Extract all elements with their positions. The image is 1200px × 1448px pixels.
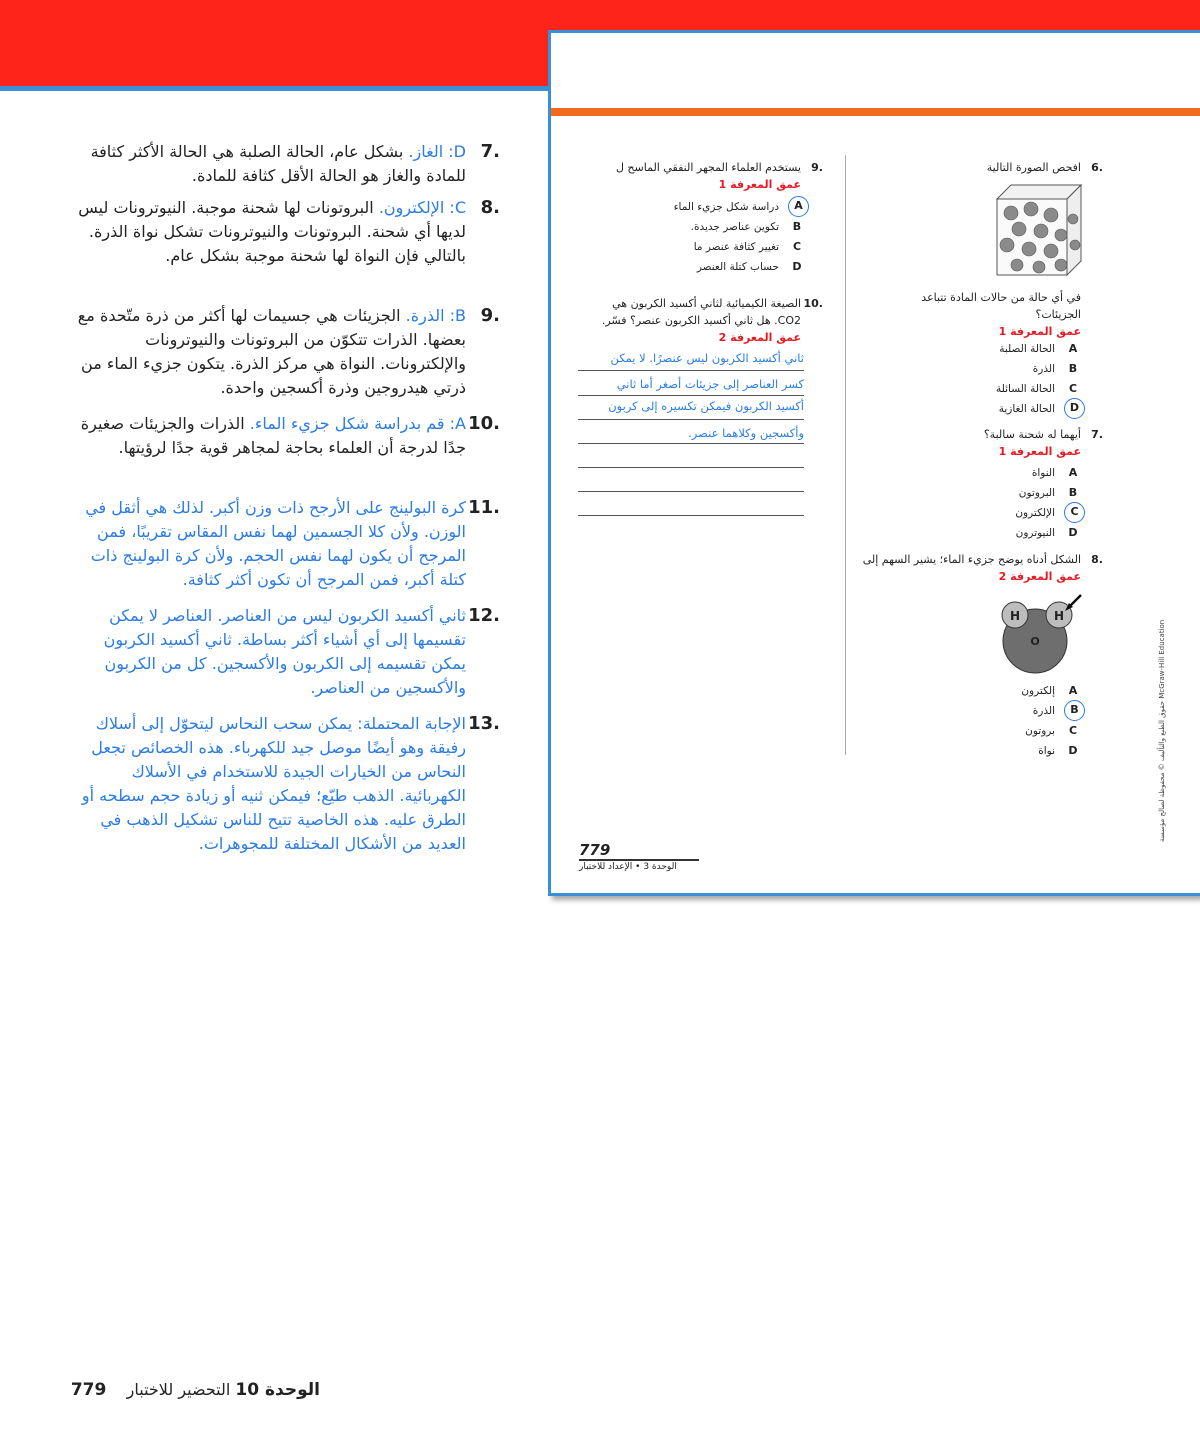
hydrogen-label: H: [1009, 609, 1021, 623]
option-text: بروتون: [1025, 725, 1055, 737]
header-red-band: [0, 0, 560, 86]
hydrogen-label: H: [1053, 609, 1065, 623]
page-number-rule: [579, 859, 699, 861]
answer-rule: [578, 370, 804, 371]
option-d[interactable]: [951, 523, 1078, 543]
footer-page-number: 779: [70, 1380, 107, 1400]
option-text: تغيير كثافة عنصر ما: [693, 241, 779, 253]
cube-particles-image: [989, 179, 1084, 279]
answer-number: 12.: [468, 605, 500, 626]
water-molecule-diagram: [997, 593, 1087, 675]
question-7-options: [951, 463, 1079, 543]
answer-11: [70, 496, 500, 592]
answer-explanation: البروتونات لها شحنة موجبة. النيوترونات ليس لديها أي شحنة. البروتونات والنيوترونات تشكل نواة الذرة. بالتالي فإن النواة لها شحنة موجبة بشكل عام.: [78, 198, 466, 265]
question-7: [871, 426, 1103, 460]
answer-rule: [578, 443, 804, 444]
answer-key: A: قم بدراسة شكل جزيء الماء.: [249, 414, 466, 433]
question-text: الشكل أدناه يوضح جزيء الماء؛ يشير السهم إلى: [862, 553, 1081, 566]
question-9: [591, 159, 823, 193]
option-text: تكوين عناصر جديدة.: [690, 221, 779, 233]
column-divider: [845, 155, 846, 755]
answer-number: 11.: [468, 497, 500, 518]
option-d[interactable]: [631, 257, 802, 277]
answer-number: 8.: [480, 197, 500, 218]
answer-number: 9.: [480, 305, 500, 326]
option-text: الحالة السائلة: [996, 383, 1055, 395]
question-text: الصيغة الكيميائية لثاني أكسيد الكربون هي CO2. هل ثاني أكسيد الكربون عنصر؟ فسّر.: [601, 297, 801, 327]
orange-header-bar: [551, 108, 1200, 116]
option-text: النيوترون: [1015, 527, 1055, 539]
option-letter-circled: A: [788, 196, 809, 217]
option-text: الحالة الغازية: [998, 403, 1055, 415]
option-text: إلكترون: [1021, 685, 1055, 697]
oxygen-label: O: [1030, 635, 1040, 648]
option-letter: B: [1068, 486, 1078, 499]
question-number: 10.: [803, 297, 823, 310]
header-blue-line: [0, 86, 548, 91]
question-8: [851, 551, 1103, 585]
option-text: نواة: [1038, 745, 1055, 757]
option-c[interactable]: [631, 237, 802, 257]
option-b[interactable]: [631, 217, 802, 237]
answer-8: [70, 196, 500, 268]
dok-level: عمق المعرفة 2: [998, 570, 1081, 583]
answer-line-4: وأكسجين وكلاهما عنصر.: [688, 426, 804, 440]
answer-rule: [578, 467, 804, 468]
question-10: [591, 295, 823, 346]
option-letter: C: [1068, 724, 1078, 737]
option-text: الذرة: [1032, 363, 1055, 375]
option-d[interactable]: [951, 399, 1080, 419]
option-letter: D: [1068, 744, 1078, 757]
page-footer: [60, 1380, 320, 1400]
answer-explanation: كرة البولينج على الأرجح ذات وزن أكبر. لذلك هي أثقل في الوزن. ولأن كلا الجسمين لهما نفس المقاس تقريبًا، فمن المرجح أن يكون لهما نفس الحجم. ولأن كرة البولينج ذات كتلة أكبر، فمن المرجح أن تكون أكثر كثافة.: [85, 498, 466, 589]
question-number: 9.: [811, 161, 823, 174]
question-text: يستخدم العلماء المجهر النفقي الماسح ل: [615, 161, 801, 174]
option-letter: D: [792, 260, 802, 273]
option-text: الذرة: [1032, 705, 1055, 717]
answer-12: [70, 604, 500, 700]
question-9-options: [631, 197, 803, 277]
option-b[interactable]: [951, 359, 1078, 379]
answer-rule: [578, 491, 804, 492]
option-text: النواة: [1031, 467, 1055, 479]
option-c[interactable]: [951, 503, 1079, 523]
option-letter: A: [1068, 466, 1078, 479]
answer-rule: [578, 395, 804, 396]
answer-explanation: الجزيئات هي جسيمات لها أكثر من ذرة متّحدة مع بعضها. الذرات تتكوّن من البروتونات والنيوترونات والإلكترونات. النواة هي مركز الذرة. يتكون جزيء الماء من ذرتي هيدروجين وذرة أكسجين واحدة.: [77, 306, 466, 397]
answer-explanation: الإجابة المحتملة: يمكن سحب النحاس ليتحوّل إلى أسلاك رفيقة وهو أيضًا موصل جيد للكهرباء. هذه الخصائص تجعل النحاس من الخيارات الجيدة للاستخدام في الأسلاك الكهربائية. الذهب طيّع؛ فيمكن ثنيه أو زيادة حجم سطحه أو الطرق عليه. هذه الخاصية تتيح للناس تشكيل الذهب في العديد من الأشكال المختلفة للمجوهرات.: [81, 714, 466, 853]
question-number: 8.: [1091, 553, 1103, 566]
option-a[interactable]: [951, 463, 1078, 483]
option-a[interactable]: [951, 681, 1078, 701]
dok-level: عمق المعرفة 1: [718, 178, 801, 191]
dok-level: عمق المعرفة 1: [998, 445, 1081, 458]
option-c[interactable]: [951, 721, 1078, 741]
answer-line-2: كسر العناصر إلى جزيئات أصغر أما ثاني: [616, 377, 804, 391]
option-text: دراسة شكل جزيء الماء: [673, 201, 779, 213]
answer-rule: [578, 515, 804, 516]
answer-7: [70, 140, 500, 188]
question-text: افحص الصورة التالية: [986, 161, 1081, 174]
option-letter: B: [1068, 362, 1078, 375]
option-b[interactable]: [951, 701, 1079, 721]
option-letter: D: [1068, 526, 1078, 539]
answer-explanation: ثاني أكسيد الكربون ليس من العناصر. العناصر لا يمكن تقسيمها إلى أي أشياء أكثر بساطة. ثاني أكسيد الكربون يمكن تقسيمه إلى الكربون والأكسجين. كل من الكربون والأكسجين من العناصر.: [103, 606, 466, 697]
question-6: [871, 159, 1103, 176]
option-letter: C: [792, 240, 802, 253]
answer-key: D: الغاز.: [408, 142, 466, 161]
answer-explanation: بشكل عام، الحالة الصلبة هي الحالة الأكثر كثافة للمادة والغاز هو الحالة الأقل كثافة للمادة.: [90, 142, 466, 185]
option-a[interactable]: [631, 197, 803, 217]
answer-number: 10.: [468, 413, 500, 434]
inner-page-number: 779: [579, 841, 611, 859]
option-letter: A: [1068, 684, 1078, 697]
question-text: أيهما له شحنة سالبة؟: [983, 428, 1081, 441]
question-8-options: [951, 681, 1079, 761]
answer-rule: [578, 419, 804, 420]
option-text: الإلكترون: [1015, 507, 1055, 519]
option-c[interactable]: [951, 379, 1078, 399]
option-letter-circled: D: [1064, 398, 1085, 419]
answer-9: [70, 304, 500, 400]
option-letter: C: [1068, 382, 1078, 395]
option-letter: B: [792, 220, 802, 233]
answer-key: C: الإلكترون.: [378, 198, 466, 217]
dok-level: عمق المعرفة 2: [718, 331, 801, 344]
answer-line-3: أكسيد الكربون فيمكن تكسيره إلى كربون: [608, 399, 804, 413]
option-letter-circled: C: [1064, 502, 1085, 523]
option-d[interactable]: [951, 741, 1078, 761]
answer-13: [70, 712, 500, 856]
footer-title: التحضير للاختبار: [126, 1380, 231, 1399]
option-text: الحالة الصلبة: [999, 343, 1055, 355]
answer-explanation: الذرات والجزيئات صغيرة جدًا لدرجة أن العلماء بحاجة لمجاهر قوية جدًا لرؤيتها.: [80, 414, 466, 457]
inner-page-footer: الوحدة 3 • الإعداد للاختبار: [579, 862, 677, 872]
question-number: 6.: [1091, 161, 1103, 174]
option-text: حساب كتلة العنصر: [696, 261, 779, 273]
option-letter: A: [1068, 342, 1078, 355]
option-letter-circled: B: [1064, 700, 1085, 721]
question-number: 7.: [1091, 428, 1103, 441]
question-6-prompt: [896, 289, 1081, 340]
question-6-options: [951, 339, 1080, 419]
header-red-band-top: [560, 0, 1200, 30]
option-a[interactable]: [951, 339, 1078, 359]
answer-line-1: ثاني أكسيد الكربون ليس عنصرًا. لا يمكن: [610, 351, 804, 365]
answer-key: B: الذرة.: [405, 306, 466, 325]
dok-level: عمق المعرفة 1: [998, 325, 1081, 338]
answer-10: [70, 412, 500, 460]
footer-unit: الوحدة 10: [235, 1380, 320, 1400]
option-b[interactable]: [951, 483, 1078, 503]
answer-number: 7.: [480, 141, 500, 162]
answer-number: 13.: [468, 713, 500, 734]
question-prompt: في أي حالة من حالات المادة تتباعد الجزيئات؟: [921, 291, 1081, 321]
copyright-notice: حقوق الطبع والتأليف © محفوظة لصالح مؤسسة McGraw-Hill Education: [1158, 619, 1166, 842]
student-page-frame: [548, 30, 1200, 896]
option-text: البروتون: [1018, 487, 1055, 499]
